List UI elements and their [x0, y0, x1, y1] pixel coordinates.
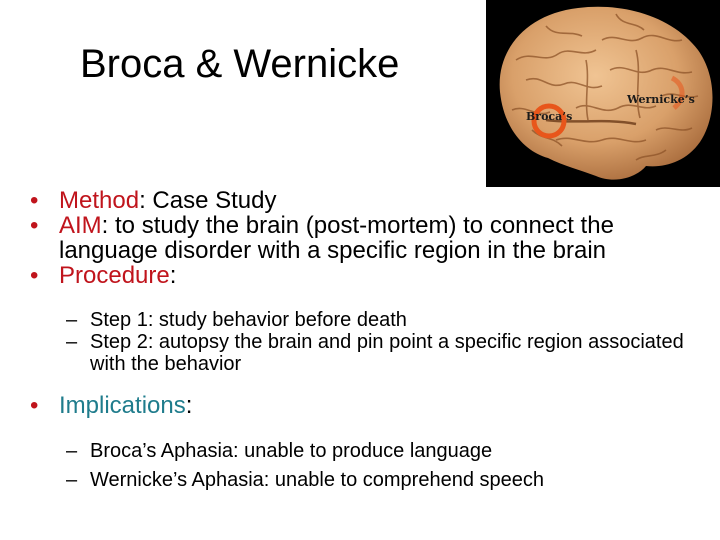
slide-title: Broca & Wernicke: [80, 42, 400, 86]
procedure-step: – Step 2: autopsy the brain and pin point a specific region associated with the behavior: [66, 331, 684, 375]
implications-key: Implications: [59, 392, 186, 419]
dash-marker: –: [66, 309, 78, 331]
aim-key: AIM: [59, 212, 102, 239]
dash-marker: –: [66, 331, 78, 353]
bullet-dot: •: [30, 212, 39, 239]
bullet-dot: •: [30, 262, 39, 289]
bullet-method: • Method: Case Study: [30, 187, 277, 214]
procedure-step: – Step 1: study behavior before death: [66, 309, 407, 331]
method-key: Method: [59, 187, 140, 214]
bullet-aim: • AIM: to study the brain (post-mortem) to connect the language disorder with a specific region in the brain: [30, 212, 614, 264]
method-text: Case Study: [145, 187, 277, 214]
implication-item: – Wernicke’s Aphasia: unable to comprehend speech: [66, 469, 544, 491]
broca-label: Broca’s: [526, 110, 573, 123]
bullet-list: [30, 188, 710, 491]
bullet-procedure: • Procedure:: [30, 262, 177, 289]
dash-marker: –: [66, 469, 78, 491]
aim-text: to study the brain (post-mortem) to connect the language disorder with a specific region in the brain: [59, 212, 614, 264]
bullet-dot: •: [30, 392, 39, 419]
brain-image: [486, 0, 720, 187]
bullet-dot: •: [30, 187, 39, 214]
implication-item: – Broca’s Aphasia: unable to produce language: [66, 440, 493, 462]
wernicke-label: Wernicke’s: [627, 93, 695, 106]
dash-marker: –: [66, 440, 78, 462]
bullet-implications: • Implications:: [30, 392, 193, 419]
procedure-key: Procedure: [59, 262, 170, 289]
